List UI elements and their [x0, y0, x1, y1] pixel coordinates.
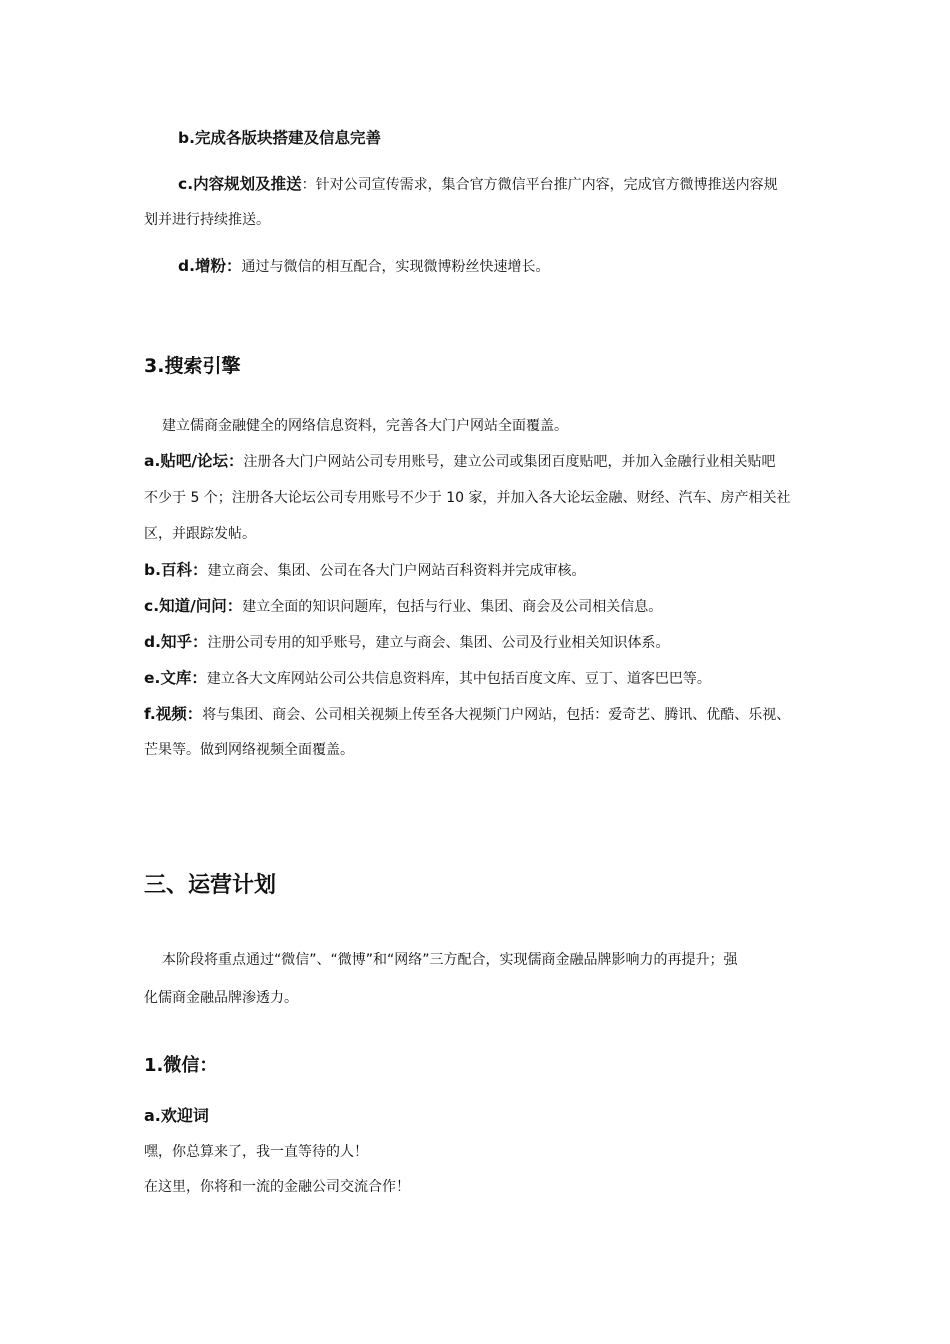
search-item-f-line2: 芒果等。做到网络视频全面覆盖。: [144, 742, 354, 758]
weibo-item-d-label: d.增粉：: [178, 257, 242, 275]
search-item-f-text: 将与集团、商会、公司相关视频上传至各大视频门户网站，包括：爱奇艺、腾讯、优酷、乐视、: [202, 707, 791, 723]
search-heading: 3.搜索引擎: [144, 355, 241, 377]
weibo-item-c-line2: 划并进行持续推送。: [144, 212, 270, 228]
search-item-a-text: 注册各大门户网站公司专用账号，建立公司或集团百度贴吧，并加入金融行业相关贴吧: [243, 454, 776, 470]
search-item-e-label: e.文库：: [144, 669, 207, 687]
weibo-item-d: [178, 256, 844, 277]
weibo-item-c-line1: [178, 174, 810, 195]
search-intro: 建立儒商金融健全的网络信息资料，完善各大门户网站全面覆盖。: [162, 418, 568, 434]
search-item-a-line1: [144, 451, 810, 472]
search-item-a-label: a.贴吧/论坛：: [144, 452, 244, 470]
search-item-a-line2: 不少于 5 个；注册各大论坛公司专用账号不少于 10 家，并加入各大论坛金融、财经、汽车、房产相关社: [144, 490, 791, 506]
search-item-d-text: 注册公司专用的知乎账号，建立与商会、集团、公司及行业相关知识体系。: [207, 635, 670, 651]
plan-intro-line2: 化儒商金融品牌渗透力。: [144, 990, 298, 1006]
welcome-line2: 在这里，你将和一流的金融公司交流合作！: [144, 1179, 410, 1195]
welcome-line1: 嘿，你总算来了，我一直等待的人！: [144, 1144, 368, 1160]
search-item-d-label: d.知乎：: [144, 633, 208, 651]
plan-intro-line1: 本阶段将重点通过“微信”、“微博”和“网络”三方配合，实现儒商金融品牌影响力的再提升；强: [162, 952, 738, 968]
weibo-item-c-label: c.内容规划及推送: [178, 175, 302, 193]
search-item-b-text: 建立商会、集团、公司在各大门户网站百科资料并完成审核。: [207, 563, 586, 579]
weibo-item-c-text: ：针对公司宣传需求，集合官方微信平台推广内容，完成官方微博推送内容规: [301, 177, 778, 193]
search-item-f-label: f.视频：: [144, 705, 203, 723]
plan-heading: 三、运营计划: [144, 873, 277, 898]
search-item-b-label: b.百科：: [144, 561, 208, 579]
search-item-e-text: 建立各大文库网站公司公共信息资料库，其中包括百度文库、豆丁、道客巴巴等。: [206, 671, 711, 687]
search-item-f-line1: [144, 704, 810, 725]
search-item-c-text: 建立全面的知识问题库，包括与行业、集团、商会及公司相关信息。: [242, 599, 663, 615]
search-item-d: [144, 632, 810, 653]
wechat-heading: 1.微信：: [144, 1055, 218, 1076]
search-item-e: [144, 668, 810, 689]
welcome-heading: a.欢迎词: [144, 1106, 209, 1125]
search-item-a-line3: 区，并跟踪发帖。: [144, 526, 256, 542]
search-item-c: [144, 596, 810, 617]
search-item-c-label: c.知道/问问：: [144, 597, 243, 615]
search-item-b: [144, 560, 810, 581]
weibo-item-b: b.完成各版块搭建及信息完善: [178, 129, 381, 147]
weibo-item-d-text: 通过与微信的相互配合，实现微博粉丝快速增长。: [241, 259, 550, 275]
